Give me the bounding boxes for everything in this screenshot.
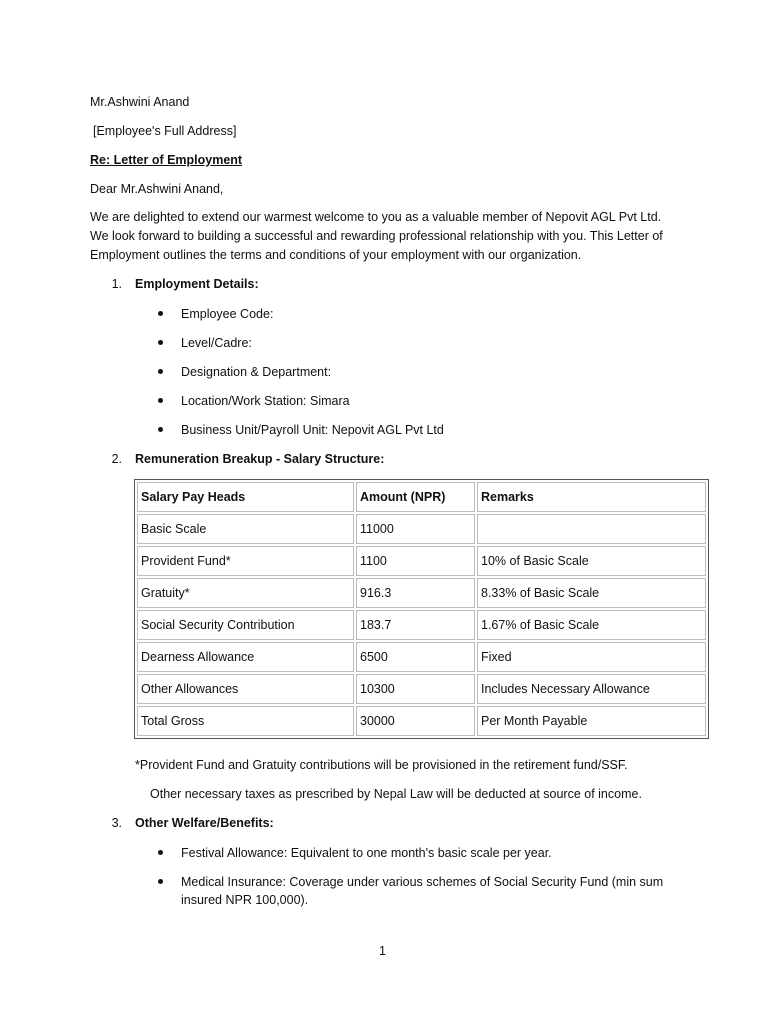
table-cell: 183.7 [356, 610, 475, 640]
page-number: 1 [379, 944, 386, 958]
table-cell: 8.33% of Basic Scale [477, 578, 706, 608]
table-row [137, 578, 706, 608]
table-row [137, 706, 706, 736]
table-cell: 30000 [356, 706, 475, 736]
salary-structure-table [134, 479, 709, 739]
tax-note: Other necessary taxes as prescribed by Nepal Law will be deducted at source of income. [150, 787, 642, 801]
table-header-row [137, 482, 706, 512]
section-1-number: 1. [111, 277, 122, 291]
column-header: Salary Pay Heads [137, 482, 354, 512]
intro-line-3: Employment outlines the terms and conditions of your employment with our organization. [90, 248, 582, 262]
table-cell: 916.3 [356, 578, 475, 608]
section-1-heading: Employment Details: [135, 277, 259, 291]
bullet-icon [158, 364, 166, 372]
section-2-number: 2. [111, 452, 122, 466]
table-cell: Total Gross [137, 706, 354, 736]
table-cell: Dearness Allowance [137, 642, 354, 672]
intro-line-2: We look forward to building a successful and rewarding professional relationship with you. This Letter of [90, 229, 663, 243]
table-cell: 10% of Basic Scale [477, 546, 706, 576]
section-3-number: 3. [111, 816, 122, 830]
column-header: Remarks [477, 482, 706, 512]
employment-detail-item: Employee Code: [181, 307, 274, 321]
table-cell: 1100 [356, 546, 475, 576]
table-row [137, 674, 706, 704]
table-row [137, 642, 706, 672]
table-cell: Basic Scale [137, 514, 354, 544]
column-header: Amount (NPR) [356, 482, 475, 512]
section-3-heading: Other Welfare/Benefits: [135, 816, 274, 830]
bullet-icon [158, 335, 166, 343]
salutation: Dear Mr.Ashwini Anand, [90, 182, 224, 196]
table-cell [477, 514, 706, 544]
table-cell: Gratuity* [137, 578, 354, 608]
employment-detail-item: Business Unit/Payroll Unit: Nepovit AGL Pvt Ltd [181, 423, 444, 437]
table-cell: Fixed [477, 642, 706, 672]
bullet-icon [158, 874, 166, 882]
employment-detail-item: Location/Work Station: Simara [181, 394, 350, 408]
bullet-icon [158, 845, 166, 853]
recipient-name: Mr.Ashwini Anand [90, 95, 190, 109]
table-cell: 10300 [356, 674, 475, 704]
table-cell: Provident Fund* [137, 546, 354, 576]
section-2-heading: Remuneration Breakup - Salary Structure: [135, 452, 385, 466]
benefit-item-continued: insured NPR 100,000). [181, 893, 309, 907]
footnote: *Provident Fund and Gratuity contributions will be provisioned in the retirement fund/SSF. [135, 758, 628, 772]
table-cell: Social Security Contribution [137, 610, 354, 640]
employment-detail-item: Designation & Department: [181, 365, 332, 379]
benefit-item: Medical Insurance: Coverage under various schemes of Social Security Fund (min sum [181, 875, 664, 889]
table-row [137, 610, 706, 640]
bullet-icon [158, 393, 166, 401]
table-row [137, 546, 706, 576]
bullet-icon [158, 422, 166, 430]
bullet-icon [158, 306, 166, 314]
employment-detail-item: Level/Cadre: [181, 336, 252, 350]
table-cell: 11000 [356, 514, 475, 544]
recipient-address: [Employee's Full Address] [93, 124, 237, 138]
table-cell: 1.67% of Basic Scale [477, 610, 706, 640]
table-row [137, 514, 706, 544]
table-cell: 6500 [356, 642, 475, 672]
table-cell: Includes Necessary Allowance [477, 674, 706, 704]
benefit-item: Festival Allowance: Equivalent to one month's basic scale per year. [181, 846, 552, 860]
table-cell: Per Month Payable [477, 706, 706, 736]
letter-subject: Re: Letter of Employment [90, 153, 243, 167]
table-cell: Other Allowances [137, 674, 354, 704]
intro-line-1: We are delighted to extend our warmest welcome to you as a valuable member of Nepovit AGL Pvt Ltd. [90, 210, 662, 224]
